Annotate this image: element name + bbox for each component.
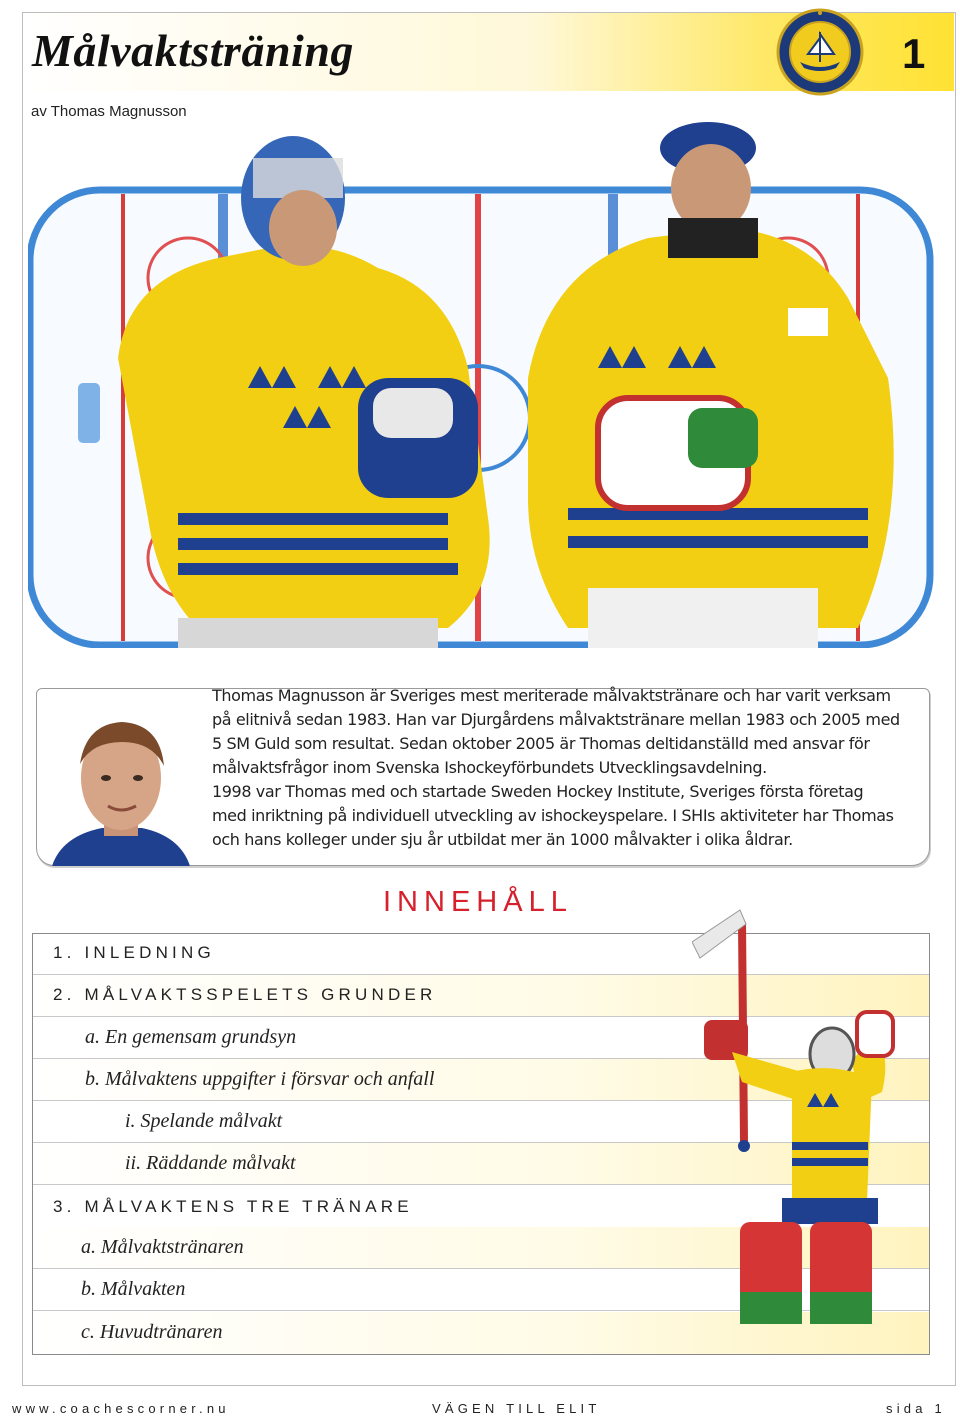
- toc-item-label: 2. MÅLVAKTSSPELETS GRUNDER: [53, 985, 437, 1004]
- toc-item-label: b. Målvakten: [81, 1278, 186, 1300]
- bio-line: målvaktsfrågor inom Svenska Ishockeyförbundets Utvecklingsavdelning.: [212, 758, 767, 777]
- federation-seal-logo: [776, 8, 864, 96]
- page-number: 1: [902, 30, 926, 77]
- goalies-photo: [28, 118, 938, 648]
- toc-item-label: c. Huvudtränaren: [81, 1321, 223, 1343]
- toc-item-label: b. Målvaktens uppgifter i försvar och anfall: [85, 1068, 435, 1090]
- toc-item-label: 1. INLEDNING: [53, 943, 215, 962]
- bio-line: 1998 var Thomas med och startade Sweden Hockey Institute, Sveriges första företag: [212, 782, 864, 801]
- author-byline: av Thomas Magnusson: [31, 103, 187, 120]
- footer-page-label: sida 1: [886, 1401, 946, 1416]
- toc-item-label: a. Målvaktstränaren: [81, 1236, 244, 1258]
- toc-heading: INNEHÅLL: [383, 886, 573, 918]
- bio-line: på elitnivå sedan 1983. Han var Djurgårdens målvaktstränare mellan 1983 och 2005 med: [212, 710, 900, 729]
- footer-website: www.coachescorner.nu: [12, 1401, 230, 1416]
- toc-item-label: ii. Räddande målvakt: [125, 1152, 296, 1174]
- bio-line: med inriktning på individuell utveckling av ishockeyspelare. I SHIs aktiviteter har Thomas: [212, 806, 894, 825]
- bio-line: och hans kolleger under sju år utbildat mer än 1000 målvakter i olika åldrar.: [212, 830, 793, 849]
- footer-series-title: VÄGEN TILL ELIT: [432, 1401, 601, 1416]
- toc-item-label: i. Spelande målvakt: [125, 1110, 283, 1132]
- toc-item-label: a. En gemensam grundsyn: [85, 1026, 297, 1048]
- toc-item-label: 3. MÅLVAKTENS TRE TRÄNARE: [53, 1197, 413, 1216]
- page-title: Målvaktsträning: [32, 25, 354, 76]
- bio-line: 5 SM Guld som resultat. Sedan oktober 2005 är Thomas deltidanställd med ansvar för: [212, 734, 870, 753]
- author-portrait: [52, 716, 190, 866]
- bio-line: Thomas Magnusson är Sveriges mest meriterade målvaktstränare och har varit verksam: [212, 686, 891, 705]
- bio-text: [212, 684, 912, 852]
- celebrating-goalie-photo: [692, 902, 902, 1340]
